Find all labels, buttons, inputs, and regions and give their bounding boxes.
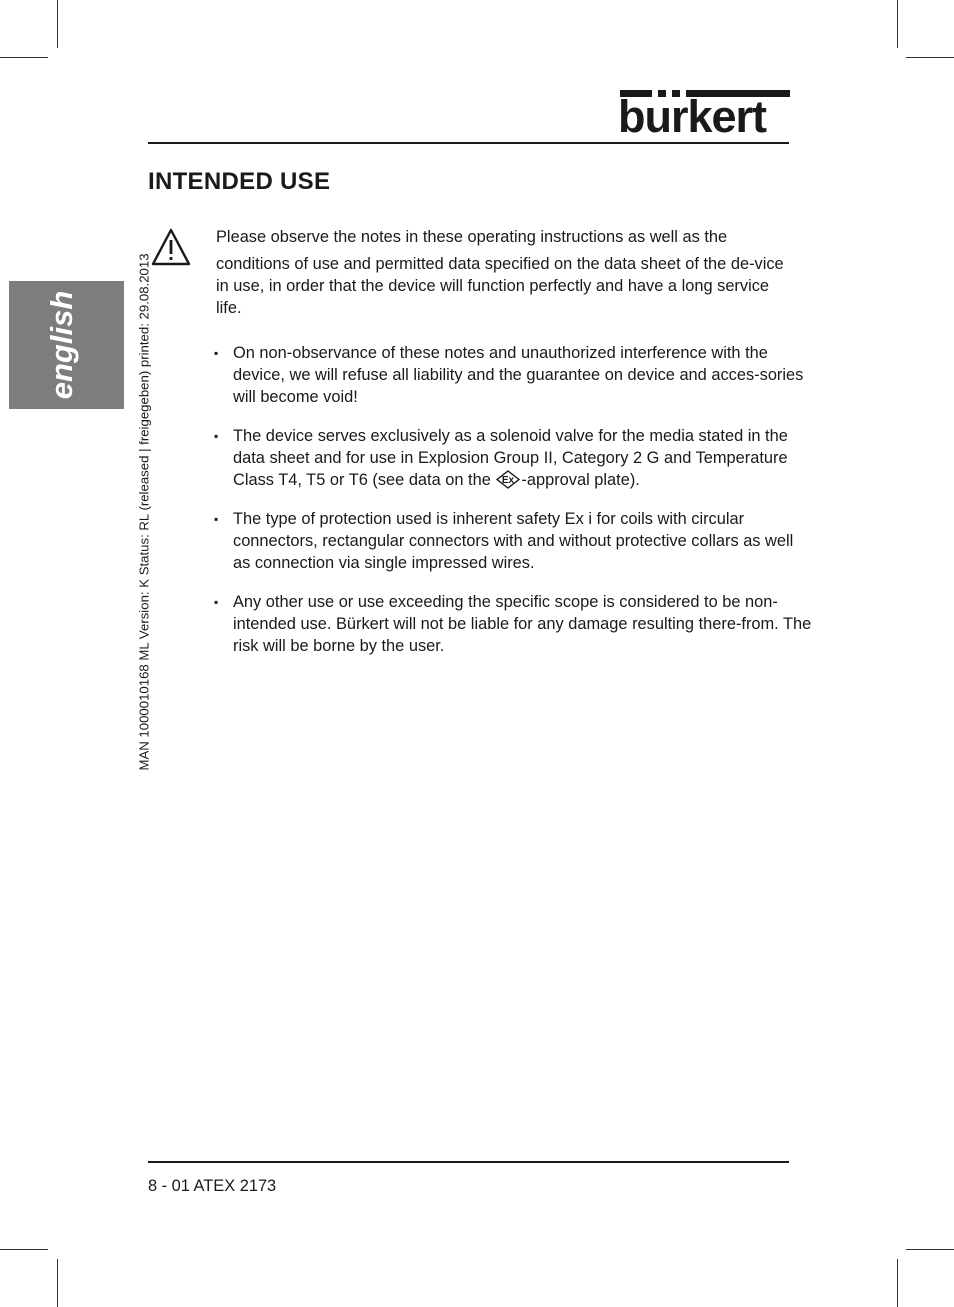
crop-mark [57,1259,58,1307]
list-item-text: On non-observance of these notes and unauthorized interference with the device, we will refuse all liability and the guarantee on device and acces-sories will become void! [233,344,804,406]
crop-mark [906,1249,954,1250]
crop-mark [0,1249,48,1250]
intro-body: conditions of use and permitted data specified on the data sheet of the de-vice in use, in order that the device will function perfectly and have a long service life. [216,255,784,317]
burkert-logo [618,90,790,140]
list-item [214,591,814,657]
bullet-marker: ▪ [214,595,219,609]
list-item [214,508,814,574]
svg-text:Ex: Ex [502,475,515,486]
page-title: INTENDED USE [148,168,331,195]
crop-mark [57,0,58,48]
language-tab-label: english [44,290,79,400]
list-item-text: Any other use or use exceeding the specific scope is considered to be non-intended use. Bürkert will not be liable for any damage resulting there-from. The risk will be borne by the user. [233,593,812,655]
crop-mark [0,57,48,58]
list-item-text-suffix: -approval plate). [521,471,640,489]
header-rule [148,142,789,144]
crop-mark [906,57,954,58]
usage-notes-list [214,342,814,674]
intro-line: Please observe the notes in these operating instructions as well as the [216,228,728,246]
bullet-marker: ▪ [214,429,219,443]
list-item [214,342,814,408]
bullet-marker: ▪ [214,346,219,360]
list-item-text: The device serves exclusively as a solenoid valve for the media stated in the data sheet and for use in Explosion Group II, Category 2 G and Temperature Class T4, T5 or T6 (see data on the [233,427,788,489]
warning-triangle-icon [150,227,192,267]
ex-approval-icon [496,470,520,489]
crop-mark [897,0,898,48]
footer-rule [148,1161,789,1163]
bullet-marker: ▪ [214,512,219,526]
list-item-text: The type of protection used is inherent safety Ex i for coils with circular connectors, rectangular connectors with and without protective collars as well as connection via single impressed wires. [233,510,794,572]
document-status-line: MAN 1000010168 ML Version: K Status: RL (released | freigegeben) printed: 29.08.2013 [136,253,152,771]
list-item [214,425,814,491]
logo-text: burkert [618,91,767,142]
page-footer: 8 - 01 ATEX 2173 [148,1177,277,1195]
intro-paragraph [216,226,796,319]
crop-mark [897,1259,898,1307]
